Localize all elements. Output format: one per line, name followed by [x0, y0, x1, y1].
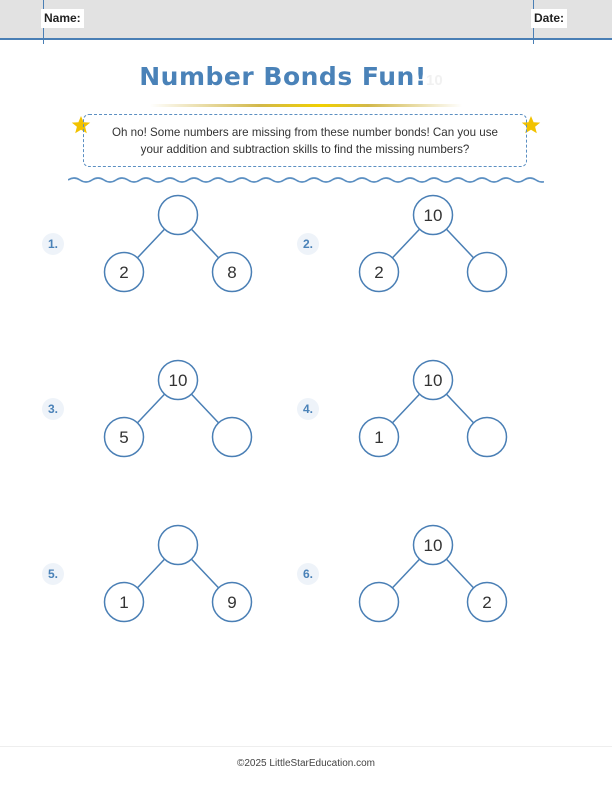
answer-circle-right[interactable] — [468, 418, 507, 457]
number-bond-4 — [348, 355, 518, 460]
number-bond-3 — [93, 355, 263, 460]
name-label: Name: — [41, 9, 84, 28]
number-bond-5 — [93, 520, 263, 625]
bond-connector-line — [137, 559, 164, 588]
answer-circle-whole[interactable] — [159, 196, 198, 235]
instructions-line-2: your addition and subtraction skills to find the missing numbers? — [140, 143, 470, 156]
bond-value-right: 2 — [482, 593, 492, 612]
bond-connector-line — [191, 229, 218, 258]
number-bond-1 — [93, 190, 263, 295]
answer-circle-whole[interactable] — [159, 526, 198, 565]
bond-value-whole: 10 — [423, 536, 443, 555]
bond-connector-line — [446, 229, 473, 258]
bond-value-left: 1 — [374, 428, 384, 447]
faint-watermark-number: 10 — [426, 72, 443, 89]
problem-number: 6. — [297, 563, 319, 585]
answer-circle-left[interactable] — [360, 583, 399, 622]
instructions-line-1: Oh no! Some numbers are missing from these number bonds! Can you use — [111, 126, 498, 139]
footer-copyright: ©2025 LittleStarEducation.com — [236, 758, 375, 769]
page-title: Number Bonds Fun! — [139, 62, 427, 91]
bond-connector-line — [446, 559, 473, 588]
problem-number: 5. — [42, 563, 64, 585]
bond-value-left: 2 — [119, 263, 129, 282]
bond-connector-line — [392, 229, 419, 258]
bond-connector-line — [191, 394, 218, 423]
bond-connector-line — [392, 559, 419, 588]
bond-value-whole: 10 — [168, 371, 188, 390]
problem-number: 1. — [42, 233, 64, 255]
bond-connector-line — [191, 559, 218, 588]
number-bond-2 — [348, 190, 518, 295]
bond-value-left: 2 — [374, 263, 384, 282]
bond-value-left: 5 — [119, 428, 129, 447]
date-label: Date: — [531, 9, 567, 28]
title-underline — [150, 104, 462, 107]
bond-connector-line — [137, 229, 164, 258]
problem-number: 4. — [297, 398, 319, 420]
problem-number: 2. — [297, 233, 319, 255]
bond-value-left: 1 — [119, 593, 129, 612]
bond-value-right: 9 — [227, 593, 237, 612]
bond-value-whole: 10 — [423, 206, 443, 225]
wavy-divider — [68, 174, 544, 186]
answer-circle-right[interactable] — [468, 253, 507, 292]
bond-connector-line — [392, 394, 419, 423]
bond-connector-line — [137, 394, 164, 423]
instructions-box — [83, 114, 527, 167]
bond-value-whole: 10 — [423, 371, 443, 390]
bond-connector-line — [446, 394, 473, 423]
answer-circle-right[interactable] — [213, 418, 252, 457]
bond-value-right: 8 — [227, 263, 237, 282]
footer-divider — [0, 746, 612, 747]
problem-number: 3. — [42, 398, 64, 420]
number-bond-6 — [348, 520, 518, 625]
header-bar — [0, 0, 612, 40]
